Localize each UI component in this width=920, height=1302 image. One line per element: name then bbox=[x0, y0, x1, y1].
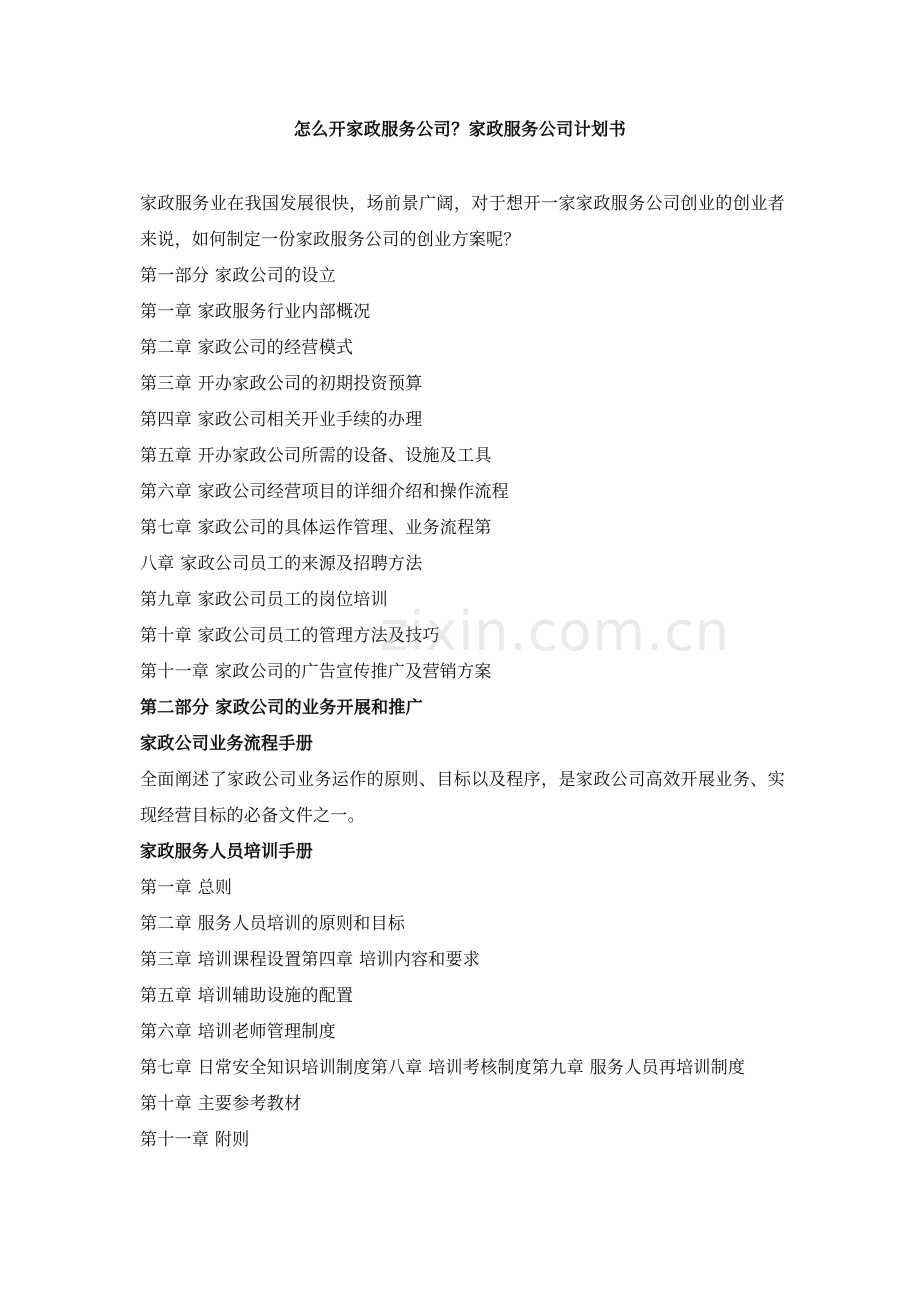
part1-chapter: 第一章 家政服务行业内部概况 bbox=[140, 302, 371, 322]
part1-chapter: 第七章 家政公司的具体运作管理、业务流程第 bbox=[140, 518, 492, 538]
part1-heading: 第一部分 家政公司的设立 bbox=[140, 266, 337, 286]
manual1-title: 家政公司业务流程手册 bbox=[140, 734, 313, 754]
manual1-description: 全面阐述了家政公司业务运作的原则、目标以及程序，是家政公司高效开展业务、实现经营目标的必备文件之一。 bbox=[140, 770, 785, 826]
manual2-title: 家政服务人员培训手册 bbox=[140, 842, 313, 862]
part2-heading: 第二部分 家政公司的业务开展和推广 bbox=[140, 698, 424, 718]
part2-chapter: 第六章 培训老师管理制度 bbox=[140, 1022, 337, 1042]
part1-chapter: 第二章 家政公司的经营模式 bbox=[140, 338, 354, 358]
document-title: 怎么开家政服务公司？家政服务公司计划书 bbox=[293, 120, 627, 140]
part2-chapter: 第二章 服务人员培训的原则和目标 bbox=[140, 914, 406, 934]
part2-chapter: 第三章 培训课程设置第四章 培训内容和要求 bbox=[140, 950, 481, 970]
part1-chapter: 第十章 家政公司员工的管理方法及技巧 bbox=[140, 626, 440, 646]
part2-chapter: 第十章 主要参考教材 bbox=[140, 1094, 302, 1114]
part1-chapter: 第十一章 家政公司的广告宣传推广及营销方案 bbox=[140, 662, 492, 682]
part1-chapter: 第九章 家政公司员工的岗位培训 bbox=[140, 590, 388, 610]
part2-chapter: 第五章 培训辅助设施的配置 bbox=[140, 986, 354, 1006]
document-body bbox=[140, 186, 785, 1158]
part1-chapter: 第三章 开办家政公司的初期投资预算 bbox=[140, 374, 423, 394]
part2-chapter: 第七章 日常安全知识培训制度第八章 培训考核制度第九章 服务人员再培训制度 bbox=[140, 1058, 746, 1078]
part1-chapter: 第六章 家政公司经营项目的详细介绍和操作流程 bbox=[140, 482, 510, 502]
part1-chapter: 第四章 家政公司相关开业手续的办理 bbox=[140, 410, 423, 430]
intro-paragraph: 家政服务业在我国发展很快，场前景广阔，对于想开一家家政服务公司创业的创业者来说，如何制定一份家政服务公司的创业方案呢？ bbox=[140, 194, 785, 250]
part2-chapter: 第十一章 附则 bbox=[140, 1130, 250, 1150]
watermark-text: zixin.com.cn bbox=[380, 600, 731, 663]
part1-chapter: 第五章 开办家政公司所需的设备、设施及工具 bbox=[140, 446, 492, 466]
part2-chapter: 第一章 总则 bbox=[140, 878, 233, 898]
part1-chapter: 八章 家政公司员工的来源及招聘方法 bbox=[140, 554, 423, 574]
